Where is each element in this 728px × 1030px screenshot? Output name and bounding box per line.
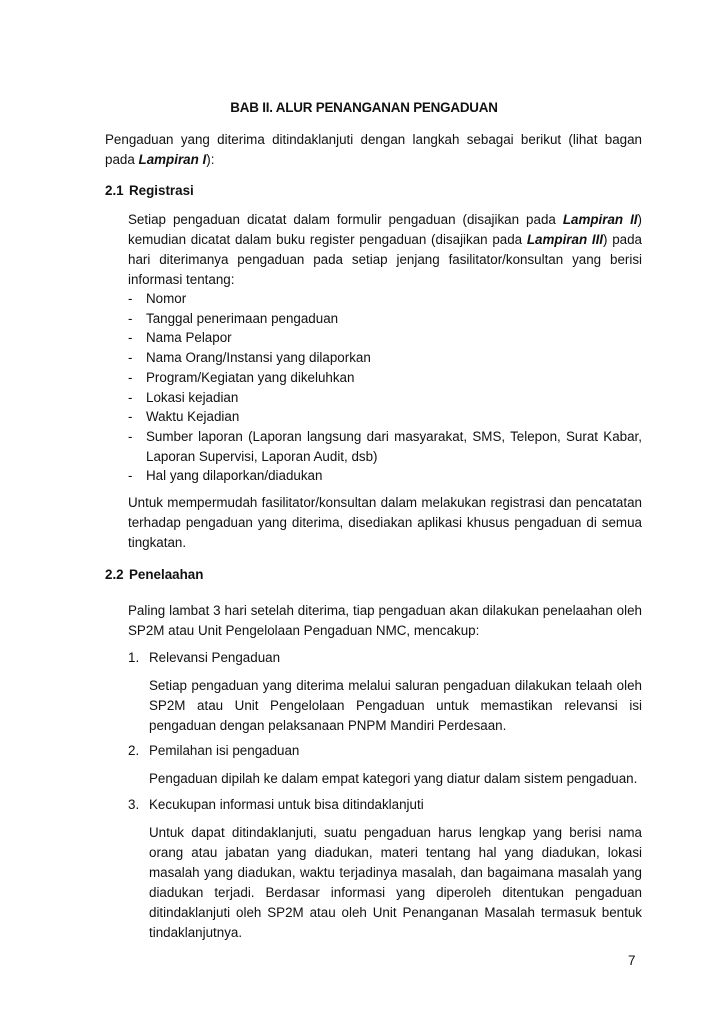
subitem-number: 2. <box>128 743 140 758</box>
registrasi-paragraph-1 <box>128 210 642 290</box>
subitem-title: Kecukupan informasi untuk bisa ditindaklanjuti <box>149 797 424 812</box>
subitem-heading <box>128 797 424 812</box>
subitem-number: 1. <box>128 650 140 665</box>
list-item: - Sumber laporan (Laporan langsung dari masyarakat, SMS, Telepon, Surat Kabar, Laporan Supervisi, Laporan Audit, dsb) <box>128 427 642 466</box>
section-heading-registrasi <box>105 183 194 198</box>
chapter-title: BAB II. ALUR PENANGANAN PENGADUAN <box>230 100 498 115</box>
list-item: - Program/Kegiatan yang dikeluhkan <box>128 368 642 388</box>
list-item: - Nama Pelapor <box>128 328 642 348</box>
subitem-heading <box>128 650 280 665</box>
text-run: ) pada hari diterimanya pengaduan pada setiap jenjang fasilitator/konsultan yang berisi informasi tentang: <box>128 232 643 287</box>
section-heading-penelaahan <box>105 567 203 582</box>
subitem-text: Untuk dapat ditindaklanjuti, suatu pengaduan harus lengkap yang berisi nama orang atau jabatan yang diadukan, materi tentang hal yang diadukan, lokasi masalah yang diadukan, waktu terjadinya masalah, dan bagaimana masalah yang diadukan terjadi. Berdasar informasi yang diperoleh ditentukan pengaduan ditindaklanjuti oleh SP2M atau oleh Unit Penanganan Masalah termasuk bentuk tindaklanjutnya. <box>149 825 642 940</box>
emphasis: Lampiran III <box>526 232 604 247</box>
registrasi-list <box>128 289 642 486</box>
page-number: 7 <box>628 953 636 968</box>
list-item: - Hal yang dilaporkan/diadukan <box>128 466 642 486</box>
list-item: - Lokasi kejadian <box>128 388 642 408</box>
section-number: 2.1 <box>105 183 124 198</box>
intro-text: Pengaduan yang diterima ditindaklanjuti dengan langkah sebagai berikut (lihat bagan pada <box>105 132 642 167</box>
registrasi-paragraph-2: Untuk mempermudah fasilitator/konsultan dalam melakukan registrasi dan pencatatan terhadap pengaduan yang diterima, disediakan aplikasi khusus pengaduan di semua tingkatan. <box>128 495 642 550</box>
intro-paragraph <box>105 130 642 170</box>
section-number: 2.2 <box>105 567 124 582</box>
subitem-title: Pemilahan isi pengaduan <box>149 743 300 758</box>
list-item: - Nama Orang/Instansi yang dilaporkan <box>128 348 642 368</box>
emphasis: Lampiran II <box>562 212 638 227</box>
text-run: ) kemudian dicatat dalam buku register pengaduan (disajikan pada <box>128 212 642 247</box>
list-item: - Waktu Kejadian <box>128 407 642 427</box>
section-title: Penelaahan <box>129 567 204 582</box>
intro-text-end: ): <box>206 152 215 167</box>
section-title: Registrasi <box>129 183 194 198</box>
subitem-title: Relevansi Pengaduan <box>149 650 281 665</box>
penelaahan-paragraph: Paling lambat 3 hari setelah diterima, tiap pengaduan akan dilakukan penelaahan oleh SP2M atau Unit Pengelolaan Pengaduan NMC, mencakup: <box>128 603 642 638</box>
list-item: - Nomor <box>128 289 642 309</box>
intro-emphasis: Lampiran I <box>138 152 207 167</box>
subitem-text: Pengaduan dipilah ke dalam empat kategori yang diatur dalam sistem pengaduan. <box>149 771 638 786</box>
subitem-number: 3. <box>128 797 140 812</box>
subitem-heading <box>128 743 299 758</box>
list-item: - Tanggal penerimaan pengaduan <box>128 309 642 329</box>
text-run: Setiap pengaduan dicatat dalam formulir pengaduan (disajikan pada <box>128 212 563 227</box>
subitem-text: Setiap pengaduan yang diterima melalui saluran pengaduan dilakukan telaah oleh SP2M atau Unit Pengelolaan Pengaduan untuk memastikan relevansi isi pengaduan dengan pelaksanaan PNPM Mandiri Perdesaan. <box>149 678 642 733</box>
